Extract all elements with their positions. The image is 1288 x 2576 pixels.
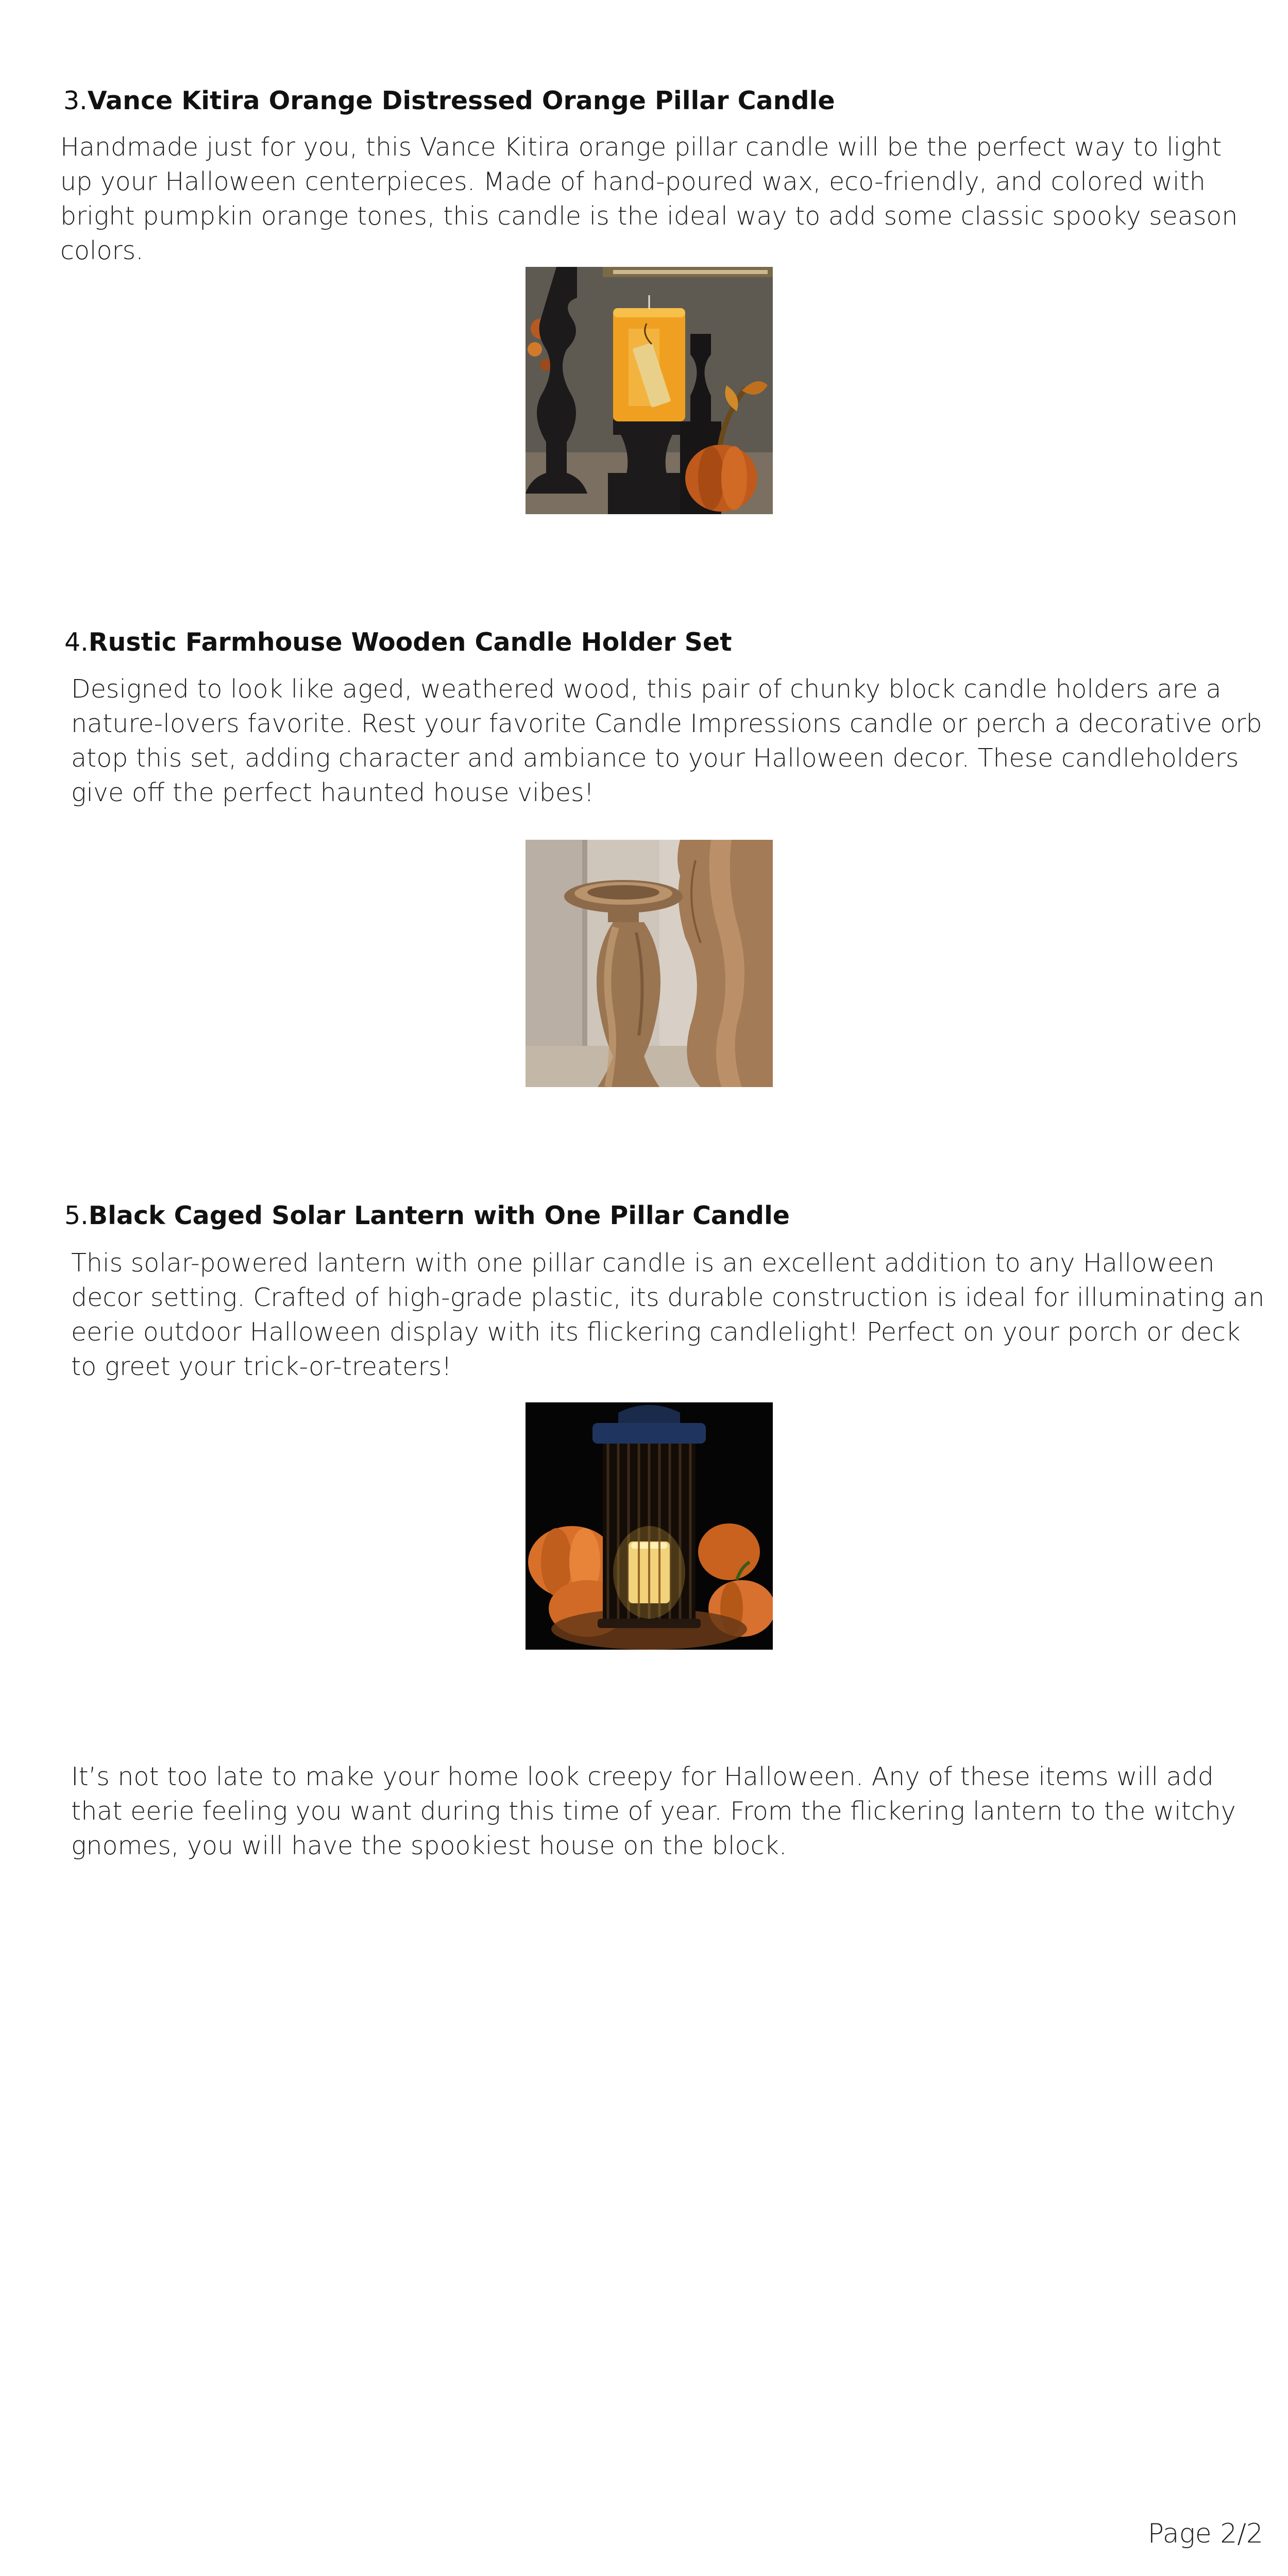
caged-solar-lantern-image [526, 1402, 773, 1650]
item-5-heading [64, 1200, 790, 1231]
item-4-number: 4. [64, 628, 89, 657]
item-5-description: This solar-powered lantern with one pillar candle is an excellent addition to any Halloween decor setting. Crafted of high-grade plastic, its durable construction is ideal for illuminating an eerie outdoor Halloween display with its flickering candlelight! Perfect on your porch or deck to greet your trick-or-treaters! [71, 1248, 1265, 1381]
item-3-number: 3. [63, 86, 88, 115]
orange-pillar-candle-image [526, 267, 773, 514]
item-4-title: Rustic Farmhouse Wooden Candle Holder Set [88, 628, 732, 657]
item-3-heading [63, 86, 835, 116]
item-5-number: 5. [64, 1201, 89, 1230]
closing-paragraph: It’s not too late to make your home look creepy for Halloween. Any of these items will add that eerie feeling you want during this time of year. From the flickering lantern to the witchy gnomes, you will have the spookiest house on the block. [71, 1762, 1236, 1860]
item-3-description: Handmade just for you, this Vance Kitira orange pillar candle will be the perfect way to light up your Halloween centerpieces. Made of hand-poured wax, eco-friendly, and colored with bright pumpkin orange tones, this candle is the ideal way to add some classic spooky season colors. [60, 132, 1238, 265]
item-4-heading [64, 627, 732, 658]
page-number: Page 2/2 [1147, 2518, 1263, 2549]
item-3-title: Vance Kitira Orange Distressed Orange Pillar Candle [87, 86, 835, 115]
item-4-description: Designed to look like aged, weathered wood, this pair of chunky block candle holders are a nature-lovers favorite. Rest your favorite Candle Impressions candle or perch a decorative orb atop this set, adding character and ambiance to your Halloween decor. These candleholders give off the perfect haunted house vibes! [71, 674, 1262, 807]
item-5-title: Black Caged Solar Lantern with One Pillar Candle [88, 1201, 790, 1230]
wooden-candle-holders-image [526, 840, 773, 1087]
